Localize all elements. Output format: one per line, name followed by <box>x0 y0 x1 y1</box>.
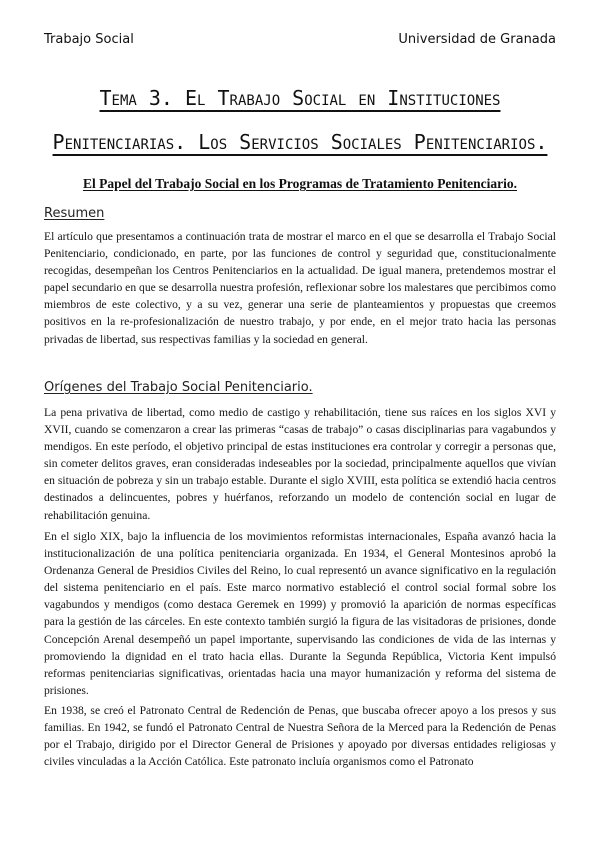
header-course: Trabajo Social <box>44 31 134 47</box>
title-line-1: Tema 3. El Trabajo Social en Instituciones <box>99 86 501 110</box>
paragraph-origenes-2: En el siglo XIX, bajo la influencia de los movimientos reformistas internacionales, España avanzó hacia la institucionalización de una política penitenciaria organizada. En 1934, el General Montesinos aprobó la Ordenanza General de Presidios Civiles del Reino, lo cual representó un avance significativo en la regulación del sistema penitenciario en el país. Este marco normativo estableció el control social formal sobre los vagabundos y mendigos (como destaca Geremek en 1999) y promovió la aparición de normas específicas para la gestión de las cárceles. En este contexto también surgió la figura de las visitadoras de prisiones, donde Concepción Arenal desempeñó un papel importante, supervisando las condiciones de vida de las internas y promoviendo la dignidad en el trato hacia ellas. Durante la Segunda República, Victoria Kent impulsó reformas penitenciarias significativas, orientadas hacia una mayor humanización y reforma del sistema de prisiones. <box>44 530 556 697</box>
paragraph-origenes-1: La pena privativa de libertad, como medio de castigo y rehabilitación, tiene sus raíces en los siglos XVI y XVII, cuando se comenzaron a crear las primeras “casas de trabajo” o casas disciplinarias para vagabundos y mendigos. En este período, el objetivo principal de estas instituciones era controlar y corregir a personas que, sin cometer delitos graves, eran consideradas indeseables por la sociedad, principalmente aquellos que vivían en situación de pobreza y sin un trabajo estable. Durante el siglo XVIII, esta política se extendió hacia centros destinados a delincuentes, pobres y huérfanos, reforzando un modelo de contención social en lugar de rehabilitación genuina. <box>44 406 556 522</box>
paragraph-resumen: El artículo que presentamos a continuación trata de mostrar el marco en el que se desarrolla el Trabajo Social Penitenciario, condicionado, en parte, por las funciones de control y seguridad que, constitucionalmente recogidas, desempeñan los Centros Penitenciarios en la actualidad. De igual manera, pretendemos mostrar el papel secundario en que se desarrolla nuestra profesión, reflexionar sobre los malestares que percibimos como miembros de este colectivo, y a su vez, generar una serie de planteamientos y propuestas que creemos positivos en la re-profesionalización de nuestro trabajo, y por ende, en el mejor trato hacia las personas privadas de libertad, sus respectivas familias y la sociedad en general. <box>44 230 556 346</box>
header-university: Universidad de Granada <box>398 31 556 47</box>
page-header <box>44 28 556 50</box>
document-title <box>40 76 560 164</box>
title-line-2: Penitenciarias. Los Servicios Sociales Penitenciarios. <box>52 130 548 154</box>
section-title-origenes: Orígenes del Trabajo Social Penitenciario. <box>44 380 313 395</box>
article-heading: El Papel del Trabajo Social en los Programas de Tratamiento Penitenciario. <box>82 176 518 191</box>
paragraph-origenes-3: En 1938, se creó el Patronato Central de Redención de Penas, que buscaba ofrecer apoyo a los presos y sus familias. En 1942, se fundó el Patronato Central de Nuestra Señora de la Merced para la Redención de Penas por el Trabajo, dirigido por el Director General de Prisiones y apoyado por diversas entidades religiosas y civiles vinculadas a la Acción Católica. Este patronato incluía organismos como el Patronato <box>44 704 556 769</box>
section-title-resumen: Resumen <box>44 206 105 221</box>
